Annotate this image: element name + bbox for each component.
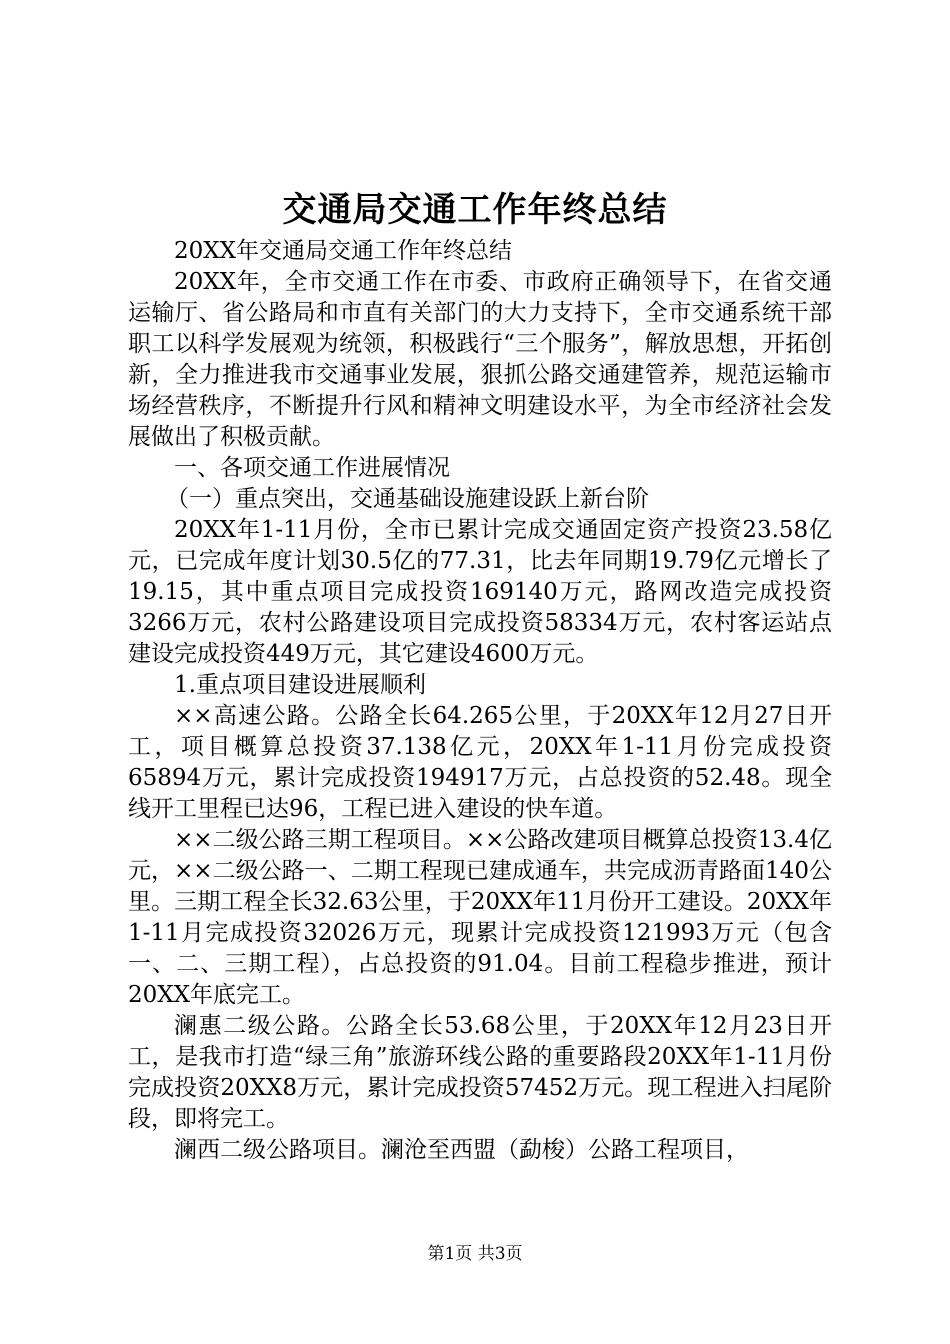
document-body bbox=[128, 236, 832, 1166]
investment-paragraph: 20XX年1-11月份，全市已累计完成交通固定资产投资23.58亿元，已完成年度计划30.5亿的77.31，比去年同期19.79亿元增长了19.15，其中重点项目完成投资169140万元，路网改造完成投资3266万元，农村公路建设项目完成投资58334万元，农村客运站点建设完成投资449万元，其它建设4600万元。 bbox=[128, 517, 832, 667]
highway-paragraph: ××高速公路。公路全长64.265公里，于20XX年12月27日开工，项目概算总投资37.138亿元，20XX年1-11月份完成投资65894万元，累计完成投资194917万元，占总投资的52.48。现全线开工里程已达96，工程已进入建设的快车道。 bbox=[128, 703, 832, 822]
secondary-road-paragraph: ××二级公路三期工程项目。××公路改建项目概算总投资13.4亿元，××二级公路一、二期工程现已建成通车，共完成沥青路面140公里。三期工程全长32.63公里，于20XX年11月份开工建设。20XX年1-11月完成投资32026万元，现累计完成投资121993万元（包含一、二、三期工程），占总投资的91.04。目前工程稳步推进，预计20XX年底完工。 bbox=[128, 827, 832, 1008]
lanhui-road-paragraph: 澜惠二级公路。公路全长53.68公里，于20XX年12月23日开工，是我市打造“绿三角”旅游环线公路的重要路段20XX年1-11月份完成投资20XX8万元，累计完成投资57452万元。现工程进入扫尾阶段，即将完工。 bbox=[128, 1013, 832, 1132]
item-heading: 1.重点项目建设进展顺利 bbox=[174, 672, 426, 698]
page-footer: 第1页 共3页 bbox=[427, 1244, 523, 1264]
lanxi-road-paragraph: 澜西二级公路项目。澜沧至西盟（勐梭）公路工程项目， bbox=[174, 1137, 749, 1163]
section-heading: 一、各项交通工作进展情况 bbox=[174, 455, 450, 481]
subtitle-paragraph: 20XX年交通局交通工作年终总结 bbox=[174, 238, 513, 264]
subsection-heading: （一）重点突出，交通基础设施建设跃上新台阶 bbox=[166, 486, 649, 512]
intro-paragraph: 20XX年，全市交通工作在市委、市政府正确领导下，在省交通运输厅、省公路局和市直有关部门的大力支持下，全市交通系统干部职工以科学发展观为统领，积极践行“三个服务”，解放思想，开拓创新，全力推进我市交通事业发展，狠抓公路交通建管养，规范运输市场经营秩序，不断提升行风和精神文明建设水平，为全市经济社会发展做出了积极贡献。 bbox=[128, 269, 832, 450]
document-title: 交通局交通工作年终总结 bbox=[282, 190, 668, 230]
